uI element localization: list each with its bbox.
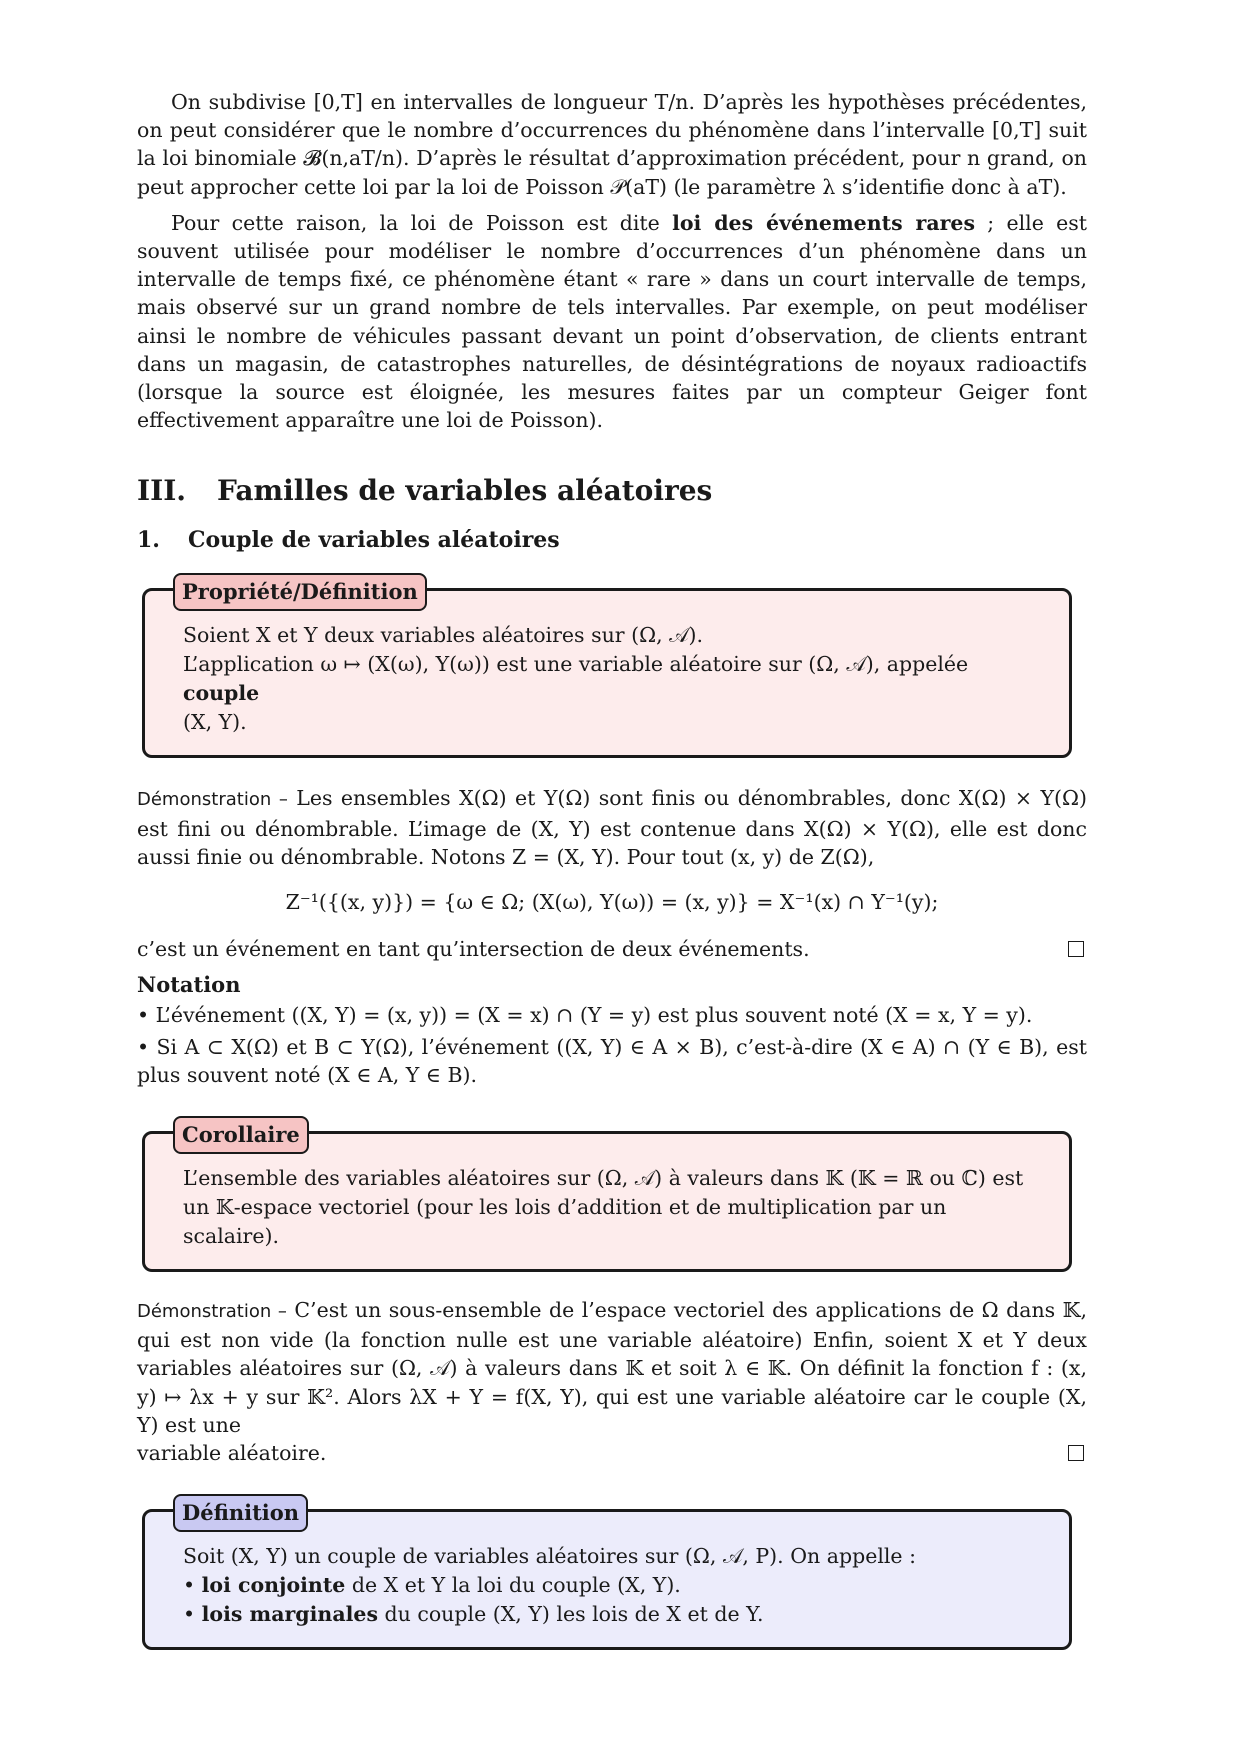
term-rare-events: loi des événements rares [672, 210, 975, 235]
intro-p2-end: ; elle est souvent utilisée pour modéliser le nombre d’occurrences d’un phénomène dans un intervalle de temps fixé, ce phénomène étant « rare » dans un court intervalle de temps, mais observé sur un grand nombre de tels intervalles. Par exemple, on peut modéliser ainsi le nombre de véhicules passant devant un point d’observation, de clients entrant dans un magasin, de catastrophes naturelles, de désintégrations de noyaux radioactifs (lorsque la source est éloignée, les mesures faites par un compteur Geiger font effectivement apparaître une loi de Poisson). [137, 210, 1087, 433]
demonstration-label: Démonstration – [137, 1301, 287, 1323]
notation-bullet-2: • Si A ⊂ X(Ω) et B ⊂ Y(Ω), l’événement ((X, Y) ∈ A × B), c’est-à-dire (X ∈ A) ∩ (Y ∈ B), est plus souvent noté (X ∈ A, Y ∈ B). [137, 1035, 1087, 1088]
demonstration-2-text: C’est un sous-ensemble de l’espace vectoriel des applications de Ω dans 𝕂, qui est non vide (la fonction nulle est une variable aléatoire) Enfin, soient X et Y deux variables aléatoires sur (Ω, 𝒜) à valeurs dans 𝕂 et soit λ ∈ 𝕂. On définit la fonction f : (x, y) ↦ λx + y sur 𝕂². Alors λX + Y = f(X, Y), qui est une variable aléatoire car le couple (X, Y) est une [137, 1298, 1087, 1437]
subsection-title: Couple de variables aléatoires [188, 527, 560, 554]
property-definition-box [142, 579, 1072, 758]
demonstration-2-end [137, 1439, 1087, 1467]
demonstration-1-end [137, 935, 1087, 963]
box1-line-2-text: L’application ω ↦ (X(ω), Y(ω)) est une variable aléatoire sur (Ω, 𝒜), appelée [183, 652, 969, 677]
qed-square-icon [1068, 1445, 1084, 1461]
demonstration-2 [137, 1296, 1087, 1439]
box-tag-definition: Définition [173, 1494, 308, 1532]
intro-paragraph-1: On subdivise [0,T] en intervalles de longueur T/n. D’après les hypothèses précédentes, on peut considérer que le nombre d’occurrences du phénomène dans l’intervalle [0,T] suit la loi binomiale 𝓑(n,aT/n). D’après le résultat d’approximation précédent, pour n grand, on peut approcher cette loi par la loi de Poisson 𝒫(aT) (le paramètre λ s’identifie donc à aT). [137, 90, 1087, 199]
corollary-box [142, 1122, 1072, 1272]
demonstration-1 [137, 784, 1087, 871]
term-marginal-laws: lois marginales [201, 1602, 378, 1627]
intro-paragraph-2 [137, 209, 1087, 435]
definition-intro: Soit (X, Y) un couple de variables aléatoires sur (Ω, 𝒜, P). On appelle : [183, 1544, 916, 1569]
subsection-number: 1. [137, 527, 160, 554]
demonstration-label: Démonstration – [137, 789, 288, 811]
definition-item-2: • lois marginales du couple (X, Y) les lois de X et de Y. [183, 1602, 764, 1627]
subsection-heading [137, 522, 1087, 558]
definition-item-1-text: de X et Y la loi du couple (X, Y). [345, 1573, 681, 1598]
box1-line-3: (X, Y). [183, 710, 247, 735]
box-tag-property-definition: Propriété/Définition [173, 573, 427, 611]
box-tag-corollary: Corollaire [173, 1116, 309, 1154]
box1-line-2 [183, 650, 1031, 708]
definition-item-2-text: du couple (X, Y) les lois de X et de Y. [378, 1602, 764, 1627]
term-couple: couple [183, 681, 260, 706]
demonstration-1-conclusion: c’est un événement en tant qu’intersection de deux événements. [137, 937, 810, 962]
box1-line-1: Soient X et Y deux variables aléatoires sur (Ω, 𝒜). [183, 623, 704, 648]
demonstration-1-text: Les ensembles X(Ω) et Y(Ω) sont finis ou dénombrables, donc X(Ω) × Y(Ω) est fini ou dénombrable. L’image de (X, Y) est contenue dans X(Ω) × Y(Ω), elle est donc aussi finie ou dénombrable. Notons Z = (X, Y). Pour tout (x, y) de Z(Ω), [137, 786, 1087, 869]
notation-title: Notation [137, 972, 241, 998]
section-title: Familles de variables aléatoires [217, 473, 713, 507]
corollary-text: L’ensemble des variables aléatoires sur (Ω, 𝒜) à valeurs dans 𝕂 (𝕂 = ℝ ou ℂ) est un 𝕂-espace vectoriel (pour les lois d’addition et de multiplication par un scalaire). [183, 1166, 1024, 1249]
demonstration-2-conclusion: variable aléatoire. [137, 1441, 327, 1466]
section-number: III. [137, 473, 187, 507]
notation-bullet-1: • L’événement ((X, Y) = (x, y)) = (X = x) ∩ (Y = y) est plus souvent noté (X = x, Y = y). [137, 1003, 1033, 1028]
qed-square-icon [1068, 941, 1084, 957]
display-formula: Z⁻¹({(x, y)}) = {ω ∈ Ω; (X(ω), Y(ω)) = (x, y)} = X⁻¹(x) ∩ Y⁻¹(y); [285, 890, 939, 915]
definition-item-1: • loi conjointe de X et Y la loi du couple (X, Y). [183, 1573, 681, 1598]
section-heading [137, 470, 1087, 510]
term-joint-law: loi conjointe [201, 1573, 346, 1598]
document-page [137, 88, 1087, 1650]
definition-box [142, 1500, 1072, 1650]
intro-p2-start: Pour cette raison, la loi de Poisson est dite [171, 210, 673, 235]
